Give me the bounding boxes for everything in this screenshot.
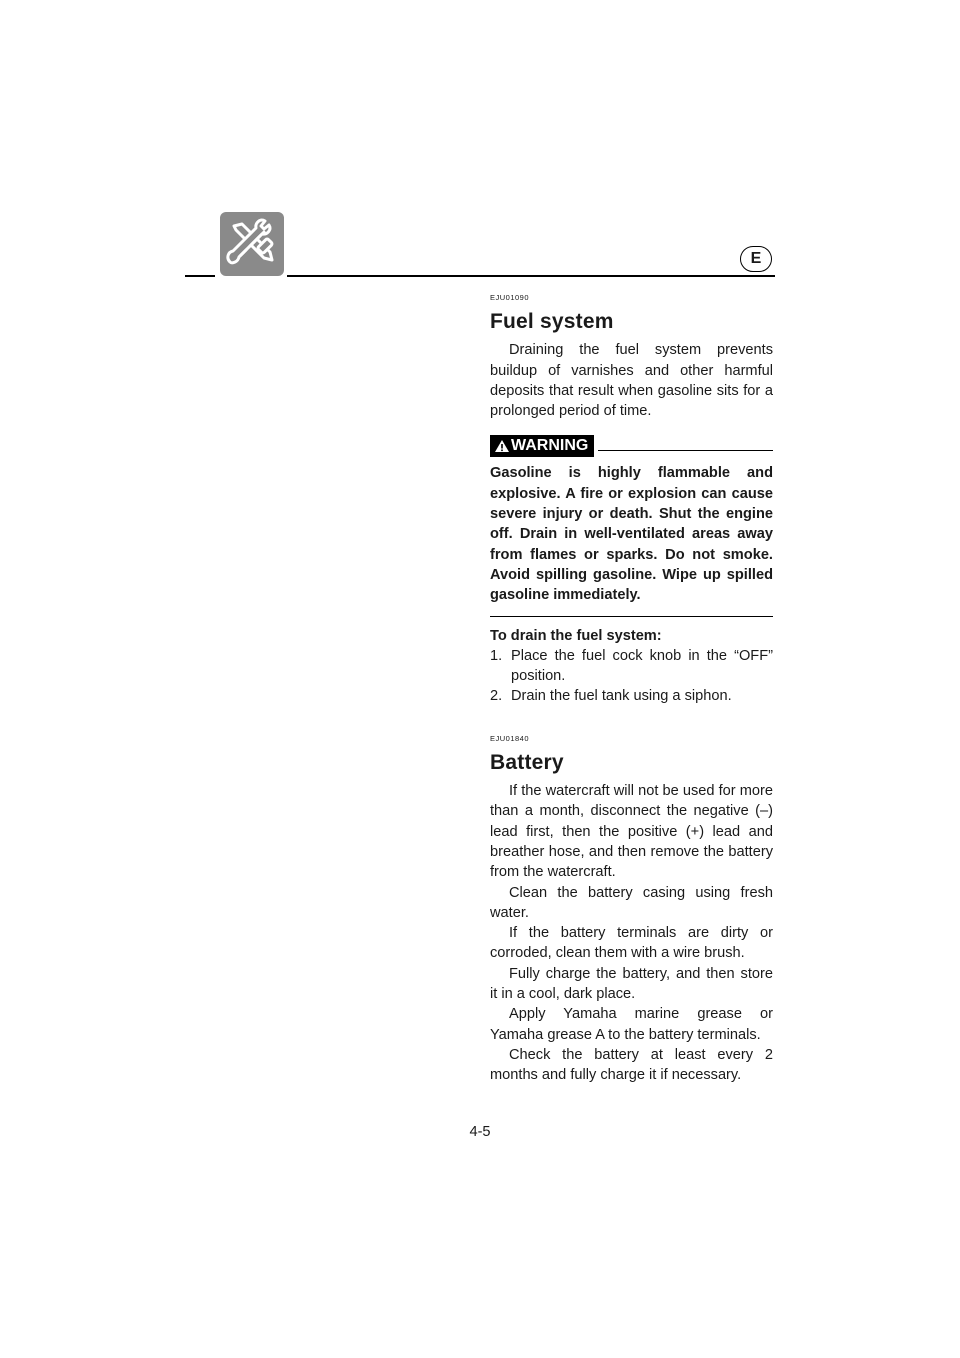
warning-triangle-icon (494, 439, 510, 453)
warning-label-text: WARNING (511, 437, 589, 455)
warning-header (490, 435, 773, 459)
header-rule-right (287, 275, 775, 277)
main-column (490, 288, 773, 1086)
step-number: 2. (490, 688, 503, 705)
fuel-section-title: Fuel system (490, 310, 614, 334)
battery-paragraph: If the watercraft will not be used for more than a month, disconnect the negative (–) lead first, then the positive (+) lead and breather hose, and then remove the battery from the watercraft. (490, 783, 773, 881)
battery-paragraph: Apply Yamaha marine grease or Yamaha grease A to the battery terminals. (490, 1006, 773, 1043)
page-number: 4-5 (469, 1124, 491, 1140)
battery-section-code: EJU01840 (490, 733, 530, 743)
battery-paragraph: Check the battery at least every 2 months and fully charge it if necessary. (490, 1046, 773, 1084)
procedure-step (490, 646, 773, 687)
battery-paragraph: If the battery terminals are dirty or corroded, clean them with a wire brush. (490, 925, 773, 962)
step-number: 1. (490, 647, 503, 664)
warning-label (490, 435, 594, 457)
battery-paragraph: Fully charge the battery, and then store it in a cool, dark place. (490, 965, 773, 1003)
warning-rule (598, 450, 773, 451)
warning-text: Gasoline is highly flammable and explosive. A fire or explosion can cause severe injury or death. Shut the engine off. Drain in well-ventilated areas away from flames or sparks. Do not smoke. Avoid spilling gasoline. Wipe up spilled gasoline immediately. (490, 465, 773, 604)
header-rule-left (185, 275, 215, 277)
procedure-title: To drain the fuel system: (490, 627, 662, 644)
section-tab (220, 212, 284, 276)
warning-end-rule (490, 616, 773, 617)
tools-icon (220, 212, 284, 276)
step-text: Place the fuel cock knob in the “OFF” position. (511, 647, 773, 685)
battery-section-title: Battery (490, 751, 564, 775)
procedure-step (490, 686, 773, 706)
step-text: Drain the fuel tank using a siphon. (511, 688, 732, 705)
fuel-intro-paragraph: Draining the fuel system prevents buildup of varnishes and other harmful deposits that result when gasoline sits for a prolonged period of time. (490, 342, 773, 420)
battery-paragraph: Clean the battery casing using fresh water. (490, 884, 773, 921)
language-badge: E (740, 246, 772, 272)
fuel-section-code: EJU01090 (490, 293, 530, 302)
